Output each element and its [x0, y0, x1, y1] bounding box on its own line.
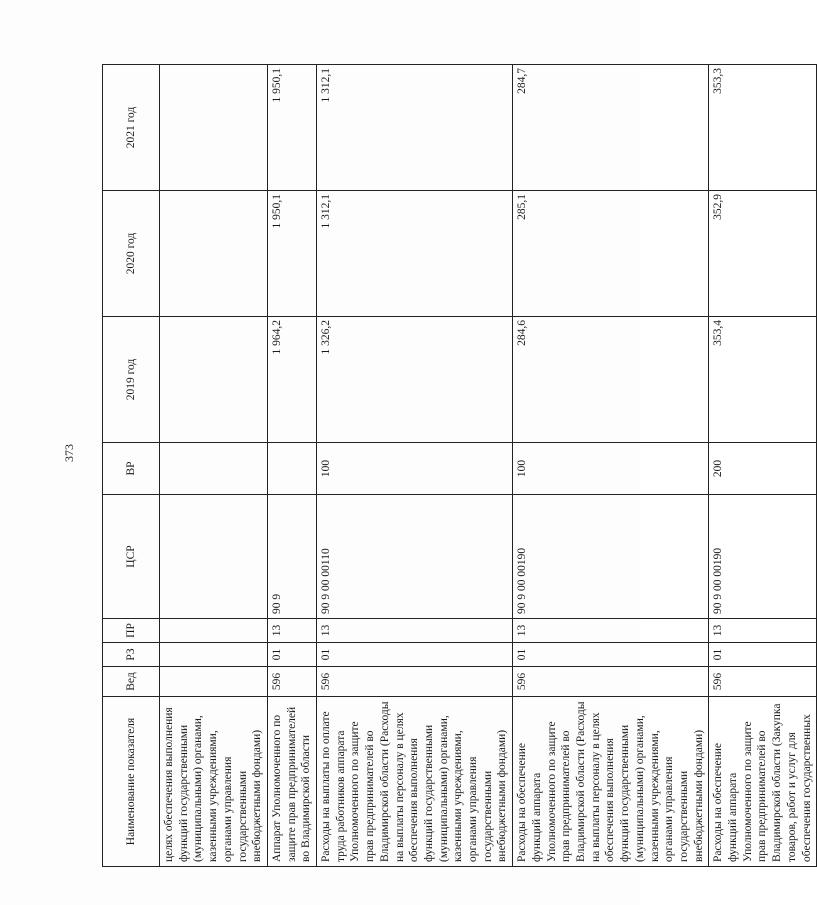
- cell-pr: 13: [709, 619, 817, 643]
- table-row: [317, 65, 513, 867]
- cell-name: Расходы на обеспечение функций аппарата Уполномоченного по защите прав предпринимателей во Владимирской области (Расходы на выплаты персоналу в целях обеспечения выполнения функций государственными (муниципальными) органами, казенными учреждениями, органами управления государственными внебюджетными фондами): [513, 697, 709, 867]
- header-rz: РЗ: [103, 643, 160, 667]
- cell-name: целях обеспечения выполнения функций государственными (муниципальными) органами, казенными учреждениями, органами управления государственными внебюджетными фондами): [160, 697, 268, 867]
- cell-name: Аппарат Уполномоченного по защите прав предпринимателей во Владимирской области: [267, 697, 316, 867]
- header-pr: ПР: [103, 619, 160, 643]
- cell-rz: 01: [709, 643, 817, 667]
- budget-table-rotated: [102, 65, 813, 867]
- header-vr: ВР: [103, 443, 160, 495]
- cell-2020: 1 950,1: [267, 191, 316, 317]
- header-name: Наименование показателя: [103, 697, 160, 867]
- cell-2021: 353,3: [709, 65, 817, 191]
- cell-2020: 352,9: [709, 191, 817, 317]
- cell-pr: 13: [317, 619, 513, 643]
- header-2019: 2019 год: [103, 317, 160, 443]
- cell-ved: 596: [709, 667, 817, 697]
- cell-ved: 596: [267, 667, 316, 697]
- cell-2020: 285,1: [513, 191, 709, 317]
- page-number: 373: [62, 444, 76, 462]
- table-row: [267, 65, 316, 867]
- cell-vr: [267, 443, 316, 495]
- cell-2021: 1 950,1: [267, 65, 316, 191]
- cell-2019: 284,6: [513, 317, 709, 443]
- cell-csr: 90 9 00 00190: [709, 495, 817, 619]
- cell-name: Расходы на выплаты по оплате труда работников аппарата Уполномоченного по защите прав предпринимателей во Владимирской области (Расходы на выплаты персоналу в целях обеспечения выполнения функций государственными (муниципальными) органами, казенными учреждениями, органами управления государственными внебюджетными фондами): [317, 697, 513, 867]
- cell-2019: 1 964,2: [267, 317, 316, 443]
- table-viewport: [102, 65, 813, 867]
- cell-name: Расходы на обеспечение функций аппарата Уполномоченного по защите прав предпринимателей во Владимирской области (Закупка товаров, работ и услуг для обеспечения государственных: [709, 697, 817, 867]
- cell-csr: 90 9: [267, 495, 316, 619]
- header-ved: Вед: [103, 667, 160, 697]
- cell-2021: 284,7: [513, 65, 709, 191]
- cell-2019: 353,4: [709, 317, 817, 443]
- cell-pr: 13: [267, 619, 316, 643]
- table-row: [513, 65, 709, 867]
- cell-2019: [160, 317, 268, 443]
- cell-2021: 1 312,1: [317, 65, 513, 191]
- cell-2020: [160, 191, 268, 317]
- cell-ved: 596: [317, 667, 513, 697]
- budget-table: [102, 64, 817, 867]
- cell-pr: [160, 619, 268, 643]
- table-row: [709, 65, 817, 867]
- cell-rz: [160, 643, 268, 667]
- cell-ved: [160, 667, 268, 697]
- cell-ved: 596: [513, 667, 709, 697]
- cell-csr: 90 9 00 00110: [317, 495, 513, 619]
- cell-csr: 90 9 00 00190: [513, 495, 709, 619]
- header-csr: ЦСР: [103, 495, 160, 619]
- cell-rz: 01: [513, 643, 709, 667]
- header-2020: 2020 год: [103, 191, 160, 317]
- cell-vr: 200: [709, 443, 817, 495]
- cell-vr: [160, 443, 268, 495]
- header-2021: 2021 год: [103, 65, 160, 191]
- cell-2019: 1 326,2: [317, 317, 513, 443]
- table-header-row: [103, 65, 160, 867]
- cell-rz: 01: [267, 643, 316, 667]
- cell-rz: 01: [317, 643, 513, 667]
- table-row: [160, 65, 268, 867]
- cell-2021: [160, 65, 268, 191]
- cell-vr: 100: [317, 443, 513, 495]
- cell-csr: [160, 495, 268, 619]
- cell-vr: 100: [513, 443, 709, 495]
- cell-pr: 13: [513, 619, 709, 643]
- cell-2020: 1 312,1: [317, 191, 513, 317]
